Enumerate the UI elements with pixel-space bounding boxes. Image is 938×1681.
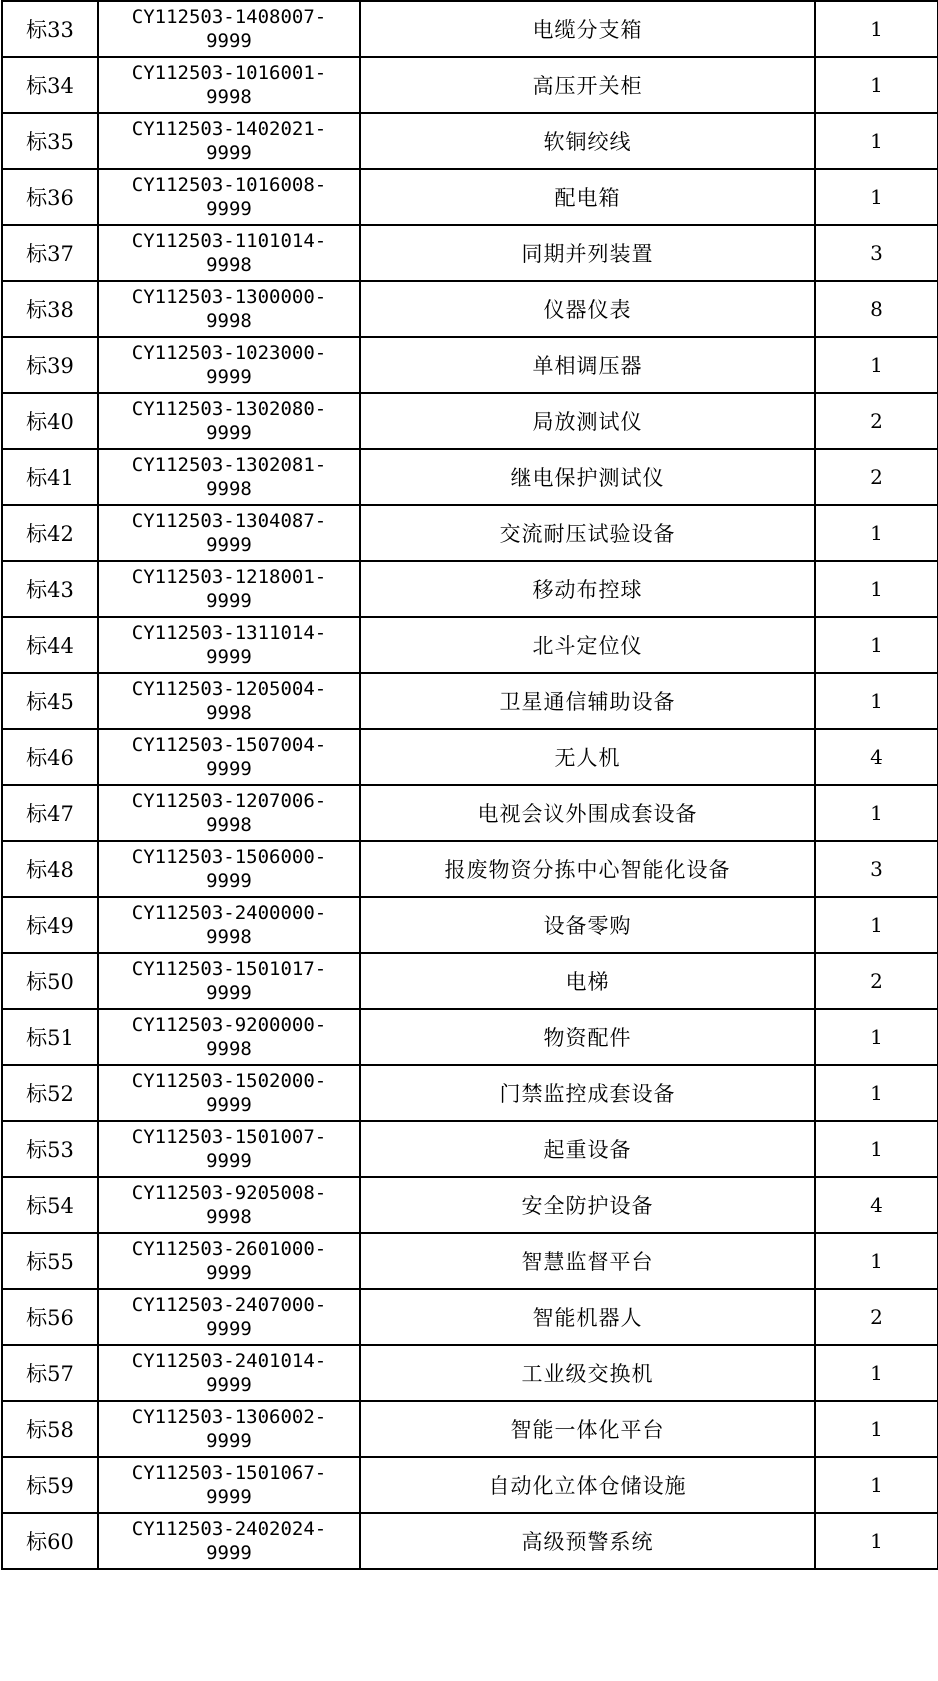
table-row — [2, 1289, 938, 1345]
material-code-line1: CY112503-1402021- — [131, 118, 327, 140]
table-row — [2, 1009, 938, 1065]
lot-number-cell: 标36 — [2, 169, 98, 225]
item-name-cell: 电视会议外围成套设备 — [360, 785, 815, 841]
material-code-line1: CY112503-1207006- — [131, 790, 327, 812]
item-name-cell: 智能机器人 — [360, 1289, 815, 1345]
lot-number-cell: 标41 — [2, 449, 98, 505]
procurement-lot-table — [1, 0, 938, 1570]
material-code-line2: 9999 — [206, 1094, 252, 1116]
material-code-cell — [98, 1289, 360, 1345]
material-code-line1: CY112503-1502000- — [131, 1070, 327, 1092]
quantity-cell: 2 — [815, 1289, 938, 1345]
item-name-cell: 移动布控球 — [360, 561, 815, 617]
item-name-cell: 局放测试仪 — [360, 393, 815, 449]
lot-number-cell: 标43 — [2, 561, 98, 617]
material-code-line1: CY112503-1016001- — [131, 62, 327, 84]
lot-number-cell: 标34 — [2, 57, 98, 113]
material-code-line2: 9999 — [206, 590, 252, 612]
material-code-line1: CY112503-1506000- — [131, 846, 327, 868]
material-code-cell — [98, 729, 360, 785]
table-row — [2, 1233, 938, 1289]
quantity-cell: 1 — [815, 1233, 938, 1289]
material-code-cell — [98, 1065, 360, 1121]
material-code-line2: 9999 — [206, 982, 252, 1004]
quantity-cell: 1 — [815, 561, 938, 617]
item-name-cell: 高级预警系统 — [360, 1513, 815, 1569]
material-code-cell — [98, 953, 360, 1009]
item-name-cell: 设备零购 — [360, 897, 815, 953]
quantity-cell: 1 — [815, 505, 938, 561]
material-code-cell — [98, 897, 360, 953]
item-name-cell: 工业级交换机 — [360, 1345, 815, 1401]
material-code-line1: CY112503-1302080- — [131, 398, 327, 420]
quantity-cell: 4 — [815, 729, 938, 785]
quantity-cell: 2 — [815, 953, 938, 1009]
lot-number-cell: 标45 — [2, 673, 98, 729]
material-code-line1: CY112503-1023000- — [131, 342, 327, 364]
material-code-cell — [98, 225, 360, 281]
lot-number-cell: 标60 — [2, 1513, 98, 1569]
table-row — [2, 57, 938, 113]
lot-number-cell: 标37 — [2, 225, 98, 281]
material-code-cell — [98, 505, 360, 561]
material-code-line2: 9999 — [206, 422, 252, 444]
material-code-line1: CY112503-1302081- — [131, 454, 327, 476]
table-row — [2, 617, 938, 673]
material-code-cell — [98, 1177, 360, 1233]
material-code-line1: CY112503-9205008- — [131, 1182, 327, 1204]
table-row — [2, 1121, 938, 1177]
quantity-cell: 1 — [815, 113, 938, 169]
material-code-line2: 9999 — [206, 30, 252, 52]
material-code-line2: 9998 — [206, 814, 252, 836]
quantity-cell: 1 — [815, 1009, 938, 1065]
item-name-cell: 软铜绞线 — [360, 113, 815, 169]
material-code-line1: CY112503-2407000- — [131, 1294, 327, 1316]
lot-number-cell: 标53 — [2, 1121, 98, 1177]
table-row — [2, 1345, 938, 1401]
quantity-cell: 1 — [815, 1457, 938, 1513]
material-code-line1: CY112503-1501017- — [131, 958, 327, 980]
item-name-cell: 交流耐压试验设备 — [360, 505, 815, 561]
material-code-line2: 9998 — [206, 254, 252, 276]
material-code-line2: 9999 — [206, 1542, 252, 1564]
lot-number-cell: 标56 — [2, 1289, 98, 1345]
item-name-cell: 北斗定位仪 — [360, 617, 815, 673]
material-code-line1: CY112503-1016008- — [131, 174, 327, 196]
quantity-cell: 4 — [815, 1177, 938, 1233]
item-name-cell: 卫星通信辅助设备 — [360, 673, 815, 729]
material-code-line1: CY112503-1507004- — [131, 734, 327, 756]
quantity-cell: 3 — [815, 225, 938, 281]
lot-number-cell: 标59 — [2, 1457, 98, 1513]
material-code-line1: CY112503-1408007- — [131, 6, 327, 28]
quantity-cell: 1 — [815, 57, 938, 113]
lot-number-cell: 标42 — [2, 505, 98, 561]
quantity-cell: 1 — [815, 1345, 938, 1401]
table-row — [2, 897, 938, 953]
table-row — [2, 1065, 938, 1121]
table-row — [2, 225, 938, 281]
quantity-cell: 1 — [815, 897, 938, 953]
material-code-cell — [98, 281, 360, 337]
material-code-line2: 9999 — [206, 1318, 252, 1340]
material-code-cell — [98, 1401, 360, 1457]
quantity-cell: 1 — [815, 337, 938, 393]
material-code-line2: 9998 — [206, 86, 252, 108]
material-code-cell — [98, 785, 360, 841]
lot-number-cell: 标57 — [2, 1345, 98, 1401]
table-row — [2, 1177, 938, 1233]
quantity-cell: 1 — [815, 617, 938, 673]
material-code-line2: 9999 — [206, 534, 252, 556]
item-name-cell: 报废物资分拣中心智能化设备 — [360, 841, 815, 897]
material-code-cell — [98, 393, 360, 449]
material-code-cell — [98, 169, 360, 225]
lot-number-cell: 标40 — [2, 393, 98, 449]
material-code-line1: CY112503-1218001- — [131, 566, 327, 588]
lot-number-cell: 标48 — [2, 841, 98, 897]
table-row — [2, 729, 938, 785]
material-code-cell — [98, 449, 360, 505]
material-code-line2: 9999 — [206, 198, 252, 220]
table-row — [2, 785, 938, 841]
material-code-line1: CY112503-1306002- — [131, 1406, 327, 1428]
item-name-cell: 起重设备 — [360, 1121, 815, 1177]
material-code-cell — [98, 57, 360, 113]
table-row — [2, 561, 938, 617]
material-code-line2: 9999 — [206, 1262, 252, 1284]
material-code-line1: CY112503-1501007- — [131, 1126, 327, 1148]
quantity-cell: 8 — [815, 281, 938, 337]
quantity-cell: 1 — [815, 673, 938, 729]
lot-number-cell: 标38 — [2, 281, 98, 337]
item-name-cell: 无人机 — [360, 729, 815, 785]
item-name-cell: 自动化立体仓储设施 — [360, 1457, 815, 1513]
lot-number-cell: 标55 — [2, 1233, 98, 1289]
lot-number-cell: 标58 — [2, 1401, 98, 1457]
table-body — [2, 1, 938, 1569]
material-code-line1: CY112503-9200000- — [131, 1014, 327, 1036]
lot-number-cell: 标39 — [2, 337, 98, 393]
table-row — [2, 393, 938, 449]
lot-number-cell: 标52 — [2, 1065, 98, 1121]
table-row — [2, 953, 938, 1009]
item-name-cell: 单相调压器 — [360, 337, 815, 393]
table-row — [2, 337, 938, 393]
quantity-cell: 2 — [815, 449, 938, 505]
table-row — [2, 113, 938, 169]
material-code-line2: 9999 — [206, 142, 252, 164]
table-row — [2, 841, 938, 897]
material-code-cell — [98, 337, 360, 393]
material-code-line1: CY112503-1101014- — [131, 230, 327, 252]
material-code-cell — [98, 1121, 360, 1177]
quantity-cell: 2 — [815, 393, 938, 449]
quantity-cell: 1 — [815, 785, 938, 841]
item-name-cell: 配电箱 — [360, 169, 815, 225]
material-code-line1: CY112503-2401014- — [131, 1350, 327, 1372]
material-code-line2: 9998 — [206, 1038, 252, 1060]
item-name-cell: 门禁监控成套设备 — [360, 1065, 815, 1121]
material-code-line2: 9999 — [206, 870, 252, 892]
material-code-line2: 9999 — [206, 758, 252, 780]
material-code-cell — [98, 1513, 360, 1569]
item-name-cell: 高压开关柜 — [360, 57, 815, 113]
material-code-line2: 9998 — [206, 926, 252, 948]
material-code-line1: CY112503-1501067- — [131, 1462, 327, 1484]
table-row — [2, 449, 938, 505]
quantity-cell: 1 — [815, 1513, 938, 1569]
lot-number-cell: 标44 — [2, 617, 98, 673]
quantity-cell: 1 — [815, 1, 938, 57]
material-code-line2: 9998 — [206, 478, 252, 500]
material-code-line2: 9999 — [206, 1430, 252, 1452]
lot-number-cell: 标54 — [2, 1177, 98, 1233]
lot-number-cell: 标47 — [2, 785, 98, 841]
item-name-cell: 安全防护设备 — [360, 1177, 815, 1233]
material-code-line2: 9999 — [206, 1374, 252, 1396]
quantity-cell: 1 — [815, 169, 938, 225]
lot-number-cell: 标33 — [2, 1, 98, 57]
material-code-line2: 9999 — [206, 646, 252, 668]
material-code-line2: 9999 — [206, 1150, 252, 1172]
material-code-line1: CY112503-1205004- — [131, 678, 327, 700]
material-code-line1: CY112503-2601000- — [131, 1238, 327, 1260]
material-code-cell — [98, 1009, 360, 1065]
material-code-cell — [98, 1457, 360, 1513]
material-code-cell — [98, 1345, 360, 1401]
material-code-cell — [98, 673, 360, 729]
table-row — [2, 1401, 938, 1457]
material-code-cell — [98, 1233, 360, 1289]
material-code-line2: 9998 — [206, 1206, 252, 1228]
material-code-line2: 9998 — [206, 702, 252, 724]
table-row — [2, 673, 938, 729]
lot-number-cell: 标49 — [2, 897, 98, 953]
material-code-cell — [98, 113, 360, 169]
table-row — [2, 1, 938, 57]
lot-number-cell: 标51 — [2, 1009, 98, 1065]
material-code-line1: CY112503-1311014- — [131, 622, 327, 644]
lot-number-cell: 标46 — [2, 729, 98, 785]
table-row — [2, 169, 938, 225]
item-name-cell: 物资配件 — [360, 1009, 815, 1065]
material-code-line2: 9998 — [206, 310, 252, 332]
material-code-cell — [98, 1, 360, 57]
quantity-cell: 3 — [815, 841, 938, 897]
material-code-cell — [98, 841, 360, 897]
item-name-cell: 电梯 — [360, 953, 815, 1009]
table-row — [2, 1513, 938, 1569]
quantity-cell: 1 — [815, 1065, 938, 1121]
material-code-line1: CY112503-2400000- — [131, 902, 327, 924]
table-row — [2, 505, 938, 561]
item-name-cell: 智能一体化平台 — [360, 1401, 815, 1457]
material-code-cell — [98, 617, 360, 673]
table-row — [2, 281, 938, 337]
quantity-cell: 1 — [815, 1401, 938, 1457]
material-code-line1: CY112503-2402024- — [131, 1518, 327, 1540]
item-name-cell: 电缆分支箱 — [360, 1, 815, 57]
material-code-line2: 9999 — [206, 366, 252, 388]
material-code-cell — [98, 561, 360, 617]
table-row — [2, 1457, 938, 1513]
item-name-cell: 继电保护测试仪 — [360, 449, 815, 505]
quantity-cell: 1 — [815, 1121, 938, 1177]
item-name-cell: 同期并列装置 — [360, 225, 815, 281]
item-name-cell: 仪器仪表 — [360, 281, 815, 337]
material-code-line1: CY112503-1300000- — [131, 286, 327, 308]
material-code-line2: 9999 — [206, 1486, 252, 1508]
item-name-cell: 智慧监督平台 — [360, 1233, 815, 1289]
lot-number-cell: 标35 — [2, 113, 98, 169]
lot-number-cell: 标50 — [2, 953, 98, 1009]
material-code-line1: CY112503-1304087- — [131, 510, 327, 532]
